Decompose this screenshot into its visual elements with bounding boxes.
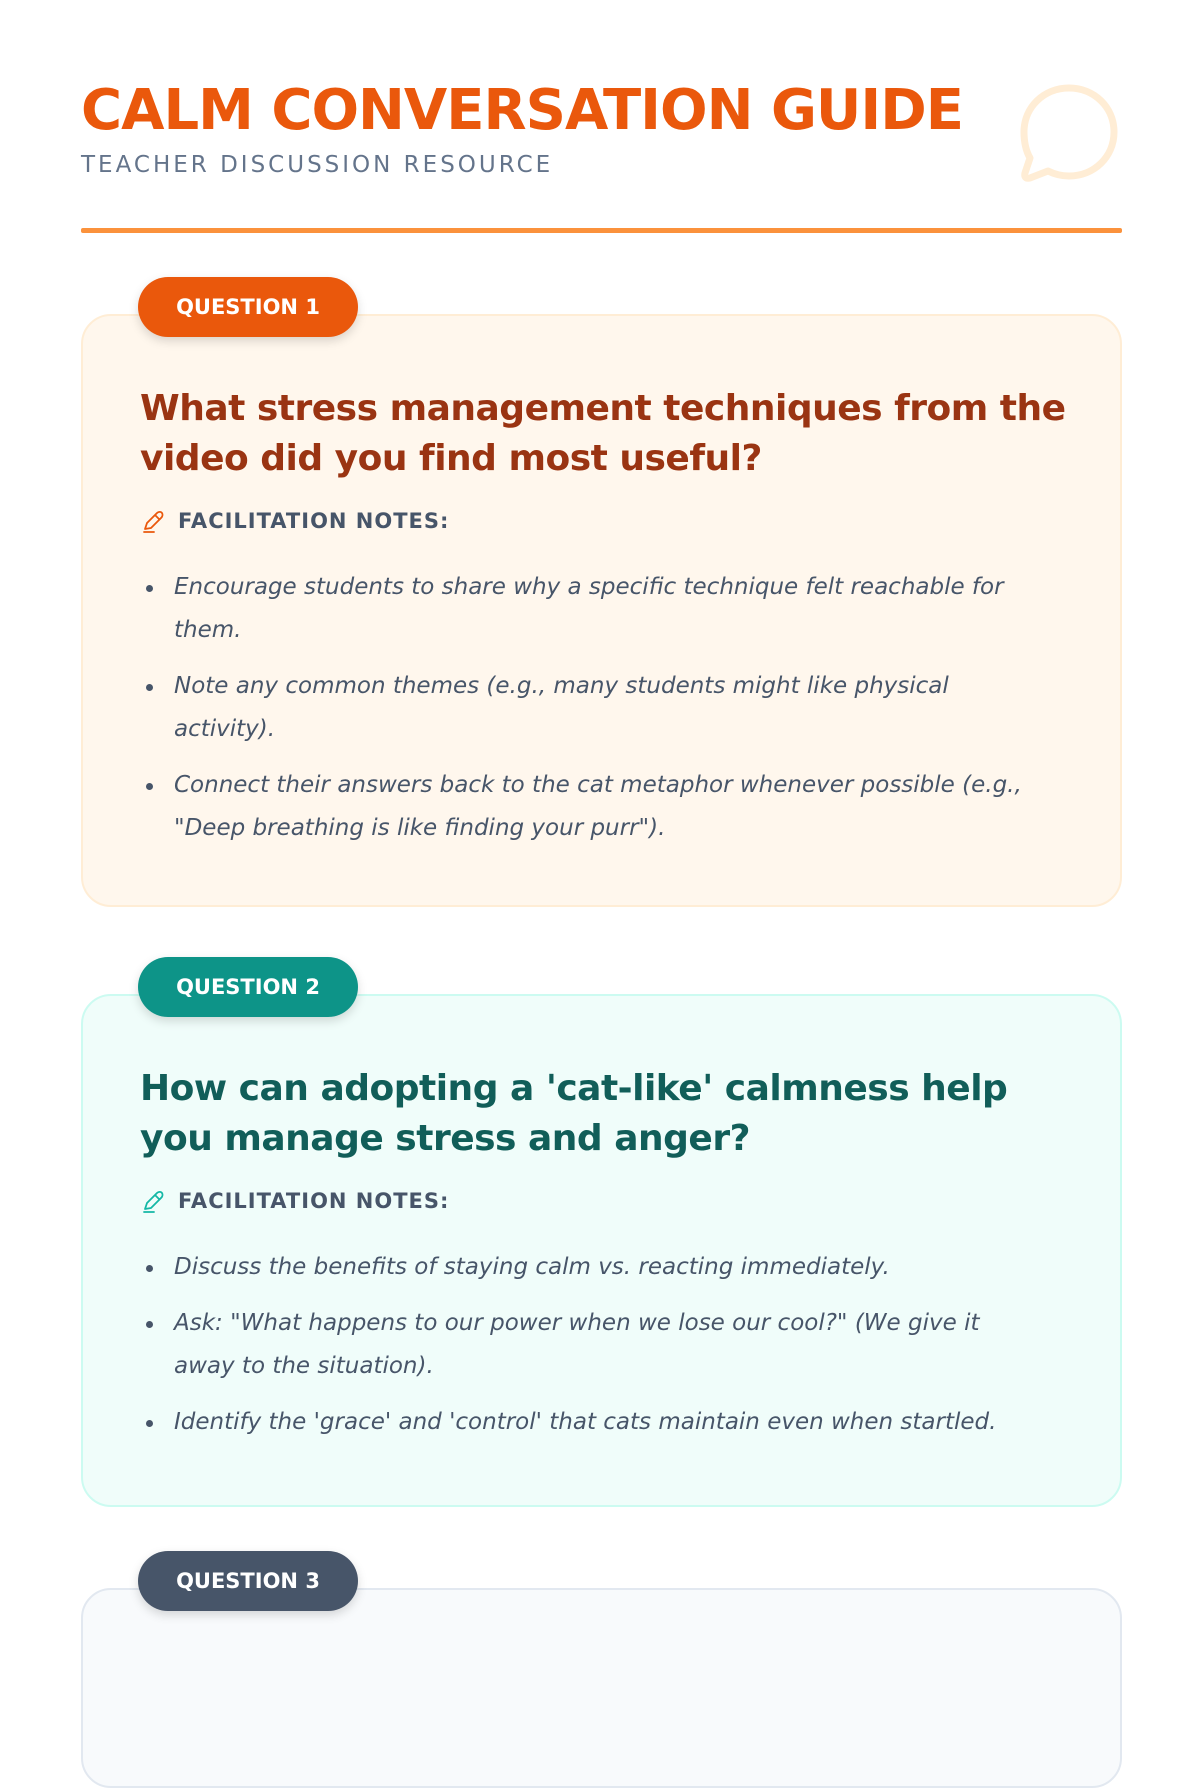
facilitation-notes-label: FACILITATION NOTES: [178,1189,450,1213]
list-item: Connect their answers back to the cat metaphor whenever possible (e.g., "Deep breathing is like finding your purr"). [140,764,1040,850]
question-text: How can adopting a 'cat-like' calmness help you manage stress and anger? [140,1068,1008,1159]
pen-icon [140,1188,166,1214]
chat-bubble-icon [1016,80,1122,186]
question-badge: QUESTION 1 [138,277,358,337]
question-card-body [81,994,1122,1507]
discussion-guide-page [81,0,1122,1593]
question-card-body [81,1588,1122,1788]
question-badge: QUESTION 2 [138,957,358,1017]
facilitation-notes-header [140,506,449,536]
list-item: Note any common themes (e.g., many students might like physical activity). [140,665,1040,751]
facilitation-notes-header [140,1186,449,1216]
page-subtitle: TEACHER DISCUSSION RESOURCE [81,152,554,178]
pen-icon [140,508,166,534]
list-item: Ask: "What happens to our power when we lose our cool?" (We give it away to the situation). [140,1302,1040,1388]
question-badge: QUESTION 3 [138,1551,358,1611]
page-header [81,0,1122,232]
page-title: CALM CONVERSATION GUIDE [81,78,963,143]
facilitation-notes-list [140,1246,1040,1457]
list-item: Encourage students to share why a specific technique felt reachable for them. [140,566,1040,652]
list-item: Discuss the benefits of staying calm vs. reacting immediately. [140,1246,1040,1289]
list-item: Identify the 'grace' and 'control' that cats maintain even when startled. [140,1401,1040,1444]
facilitation-notes-label: FACILITATION NOTES: [178,509,450,533]
question-card-body [81,314,1122,907]
facilitation-notes-list [140,566,1040,863]
header-divider [81,228,1122,233]
question-text: What stress management techniques from the video did you find most useful? [140,388,1066,479]
